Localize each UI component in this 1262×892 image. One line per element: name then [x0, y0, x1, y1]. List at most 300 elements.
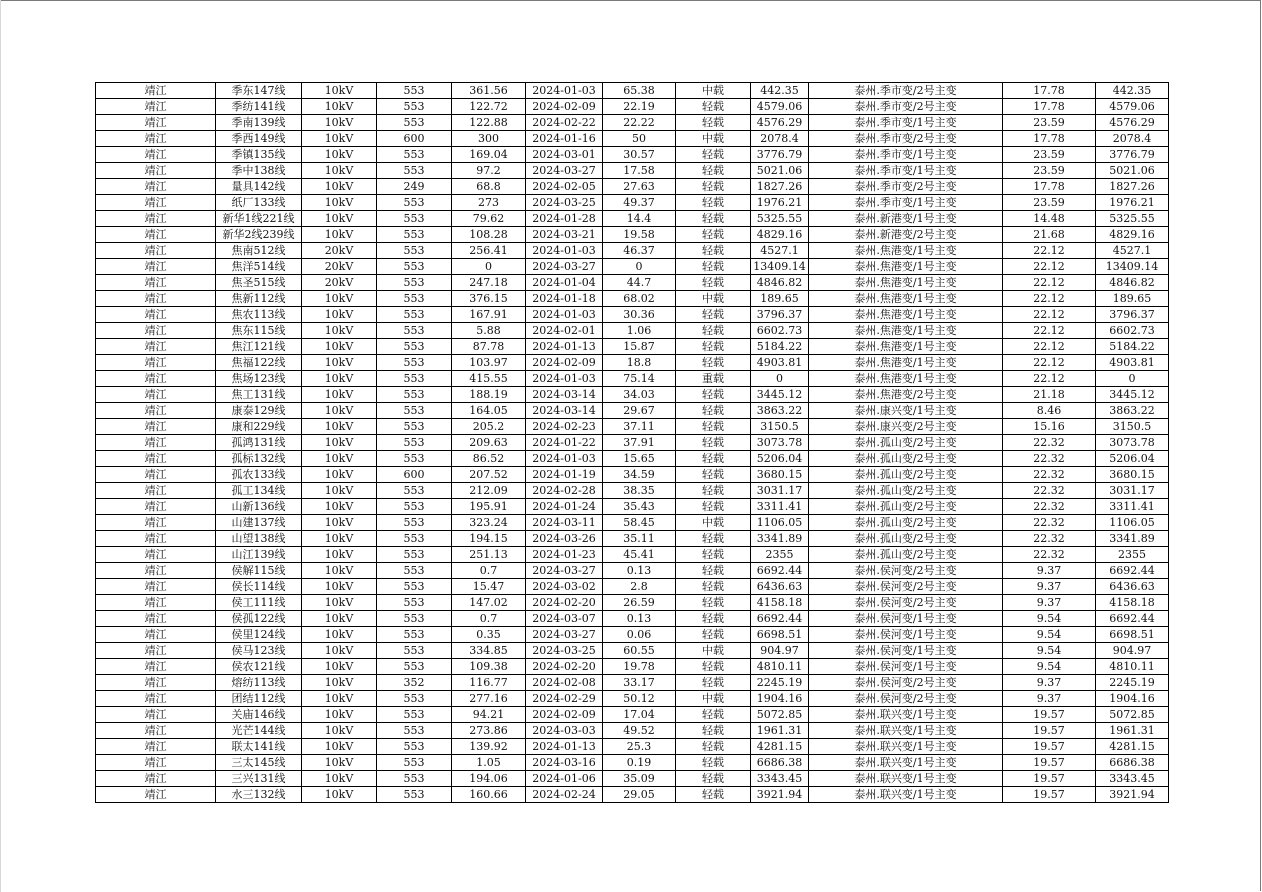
- region-cell[interactable]: 靖江: [96, 227, 216, 243]
- current-cell[interactable]: 273.86: [452, 723, 526, 739]
- capacity-cell[interactable]: 553: [377, 211, 452, 227]
- date-cell[interactable]: 2024-01-13: [526, 739, 603, 755]
- transformer-cell[interactable]: 泰州.康兴变/1号主变: [809, 403, 1003, 419]
- capacity-cell[interactable]: 553: [377, 99, 452, 115]
- available-cell[interactable]: 4810.11: [1096, 659, 1169, 675]
- available-cell[interactable]: 3445.12: [1096, 387, 1169, 403]
- margin-cell[interactable]: 6436.63: [751, 579, 809, 595]
- voltage-cell[interactable]: 10kV: [302, 563, 377, 579]
- region-cell[interactable]: 靖江: [96, 451, 216, 467]
- date-cell[interactable]: 2024-03-14: [526, 387, 603, 403]
- margin-cell[interactable]: 189.65: [751, 291, 809, 307]
- line-name-cell[interactable]: 山江139线: [216, 547, 302, 563]
- date-cell[interactable]: 2024-03-21: [526, 227, 603, 243]
- load-rate-cell[interactable]: 37.11: [603, 419, 676, 435]
- capacity-cell[interactable]: 553: [377, 515, 452, 531]
- date-cell[interactable]: 2024-03-27: [526, 627, 603, 643]
- available-cell[interactable]: 3343.45: [1096, 771, 1169, 787]
- load-status-cell[interactable]: 轻载: [676, 403, 751, 419]
- voltage-cell[interactable]: 10kV: [302, 595, 377, 611]
- transformer-load-cell[interactable]: 22.12: [1003, 355, 1096, 371]
- load-status-cell[interactable]: 轻载: [676, 451, 751, 467]
- available-cell[interactable]: 4829.16: [1096, 227, 1169, 243]
- available-cell[interactable]: 3776.79: [1096, 147, 1169, 163]
- date-cell[interactable]: 2024-03-14: [526, 403, 603, 419]
- transformer-load-cell[interactable]: 19.57: [1003, 755, 1096, 771]
- current-cell[interactable]: 1.05: [452, 755, 526, 771]
- transformer-load-cell[interactable]: 23.59: [1003, 115, 1096, 131]
- load-rate-cell[interactable]: 30.57: [603, 147, 676, 163]
- load-rate-cell[interactable]: 0.19: [603, 755, 676, 771]
- load-status-cell[interactable]: 轻载: [676, 243, 751, 259]
- load-rate-cell[interactable]: 25.3: [603, 739, 676, 755]
- line-name-cell[interactable]: 季西149线: [216, 131, 302, 147]
- voltage-cell[interactable]: 10kV: [302, 419, 377, 435]
- available-cell[interactable]: 13409.14: [1096, 259, 1169, 275]
- line-name-cell[interactable]: 联太141线: [216, 739, 302, 755]
- transformer-load-cell[interactable]: 9.37: [1003, 563, 1096, 579]
- load-status-cell[interactable]: 轻载: [676, 163, 751, 179]
- load-status-cell[interactable]: 轻载: [676, 179, 751, 195]
- available-cell[interactable]: 3796.37: [1096, 307, 1169, 323]
- load-status-cell[interactable]: 轻载: [676, 771, 751, 787]
- capacity-cell[interactable]: 553: [377, 483, 452, 499]
- load-status-cell[interactable]: 轻载: [676, 419, 751, 435]
- transformer-cell[interactable]: 泰州.焦港变/1号主变: [809, 339, 1003, 355]
- load-status-cell[interactable]: 轻载: [676, 563, 751, 579]
- margin-cell[interactable]: 5325.55: [751, 211, 809, 227]
- margin-cell[interactable]: 3341.89: [751, 531, 809, 547]
- transformer-load-cell[interactable]: 9.54: [1003, 659, 1096, 675]
- date-cell[interactable]: 2024-01-18: [526, 291, 603, 307]
- margin-cell[interactable]: 3311.41: [751, 499, 809, 515]
- load-rate-cell[interactable]: 2.8: [603, 579, 676, 595]
- current-cell[interactable]: 188.19: [452, 387, 526, 403]
- load-rate-cell[interactable]: 49.37: [603, 195, 676, 211]
- region-cell[interactable]: 靖江: [96, 131, 216, 147]
- current-cell[interactable]: 256.41: [452, 243, 526, 259]
- line-name-cell[interactable]: 焦工131线: [216, 387, 302, 403]
- line-name-cell[interactable]: 康泰129线: [216, 403, 302, 419]
- current-cell[interactable]: 94.21: [452, 707, 526, 723]
- load-status-cell[interactable]: 中载: [676, 515, 751, 531]
- load-status-cell[interactable]: 轻载: [676, 675, 751, 691]
- date-cell[interactable]: 2024-01-16: [526, 131, 603, 147]
- available-cell[interactable]: 1904.16: [1096, 691, 1169, 707]
- load-rate-cell[interactable]: 45.41: [603, 547, 676, 563]
- current-cell[interactable]: 277.16: [452, 691, 526, 707]
- available-cell[interactable]: 3341.89: [1096, 531, 1169, 547]
- voltage-cell[interactable]: 10kV: [302, 707, 377, 723]
- available-cell[interactable]: 189.65: [1096, 291, 1169, 307]
- load-status-cell[interactable]: 轻载: [676, 579, 751, 595]
- transformer-cell[interactable]: 泰州.孤山变/2号主变: [809, 483, 1003, 499]
- capacity-cell[interactable]: 553: [377, 659, 452, 675]
- line-name-cell[interactable]: 焦南512线: [216, 243, 302, 259]
- current-cell[interactable]: 195.91: [452, 499, 526, 515]
- available-cell[interactable]: 3150.5: [1096, 419, 1169, 435]
- available-cell[interactable]: 0: [1096, 371, 1169, 387]
- voltage-cell[interactable]: 10kV: [302, 387, 377, 403]
- transformer-load-cell[interactable]: 19.57: [1003, 707, 1096, 723]
- date-cell[interactable]: 2024-01-03: [526, 371, 603, 387]
- transformer-load-cell[interactable]: 22.32: [1003, 451, 1096, 467]
- margin-cell[interactable]: 5184.22: [751, 339, 809, 355]
- region-cell[interactable]: 靖江: [96, 499, 216, 515]
- load-status-cell[interactable]: 轻载: [676, 99, 751, 115]
- region-cell[interactable]: 靖江: [96, 595, 216, 611]
- region-cell[interactable]: 靖江: [96, 99, 216, 115]
- load-rate-cell[interactable]: 22.22: [603, 115, 676, 131]
- transformer-cell[interactable]: 泰州.季市变/1号主变: [809, 163, 1003, 179]
- region-cell[interactable]: 靖江: [96, 691, 216, 707]
- capacity-cell[interactable]: 553: [377, 147, 452, 163]
- capacity-cell[interactable]: 553: [377, 563, 452, 579]
- transformer-load-cell[interactable]: 8.46: [1003, 403, 1096, 419]
- current-cell[interactable]: 5.88: [452, 323, 526, 339]
- line-name-cell[interactable]: 山望138线: [216, 531, 302, 547]
- line-name-cell[interactable]: 新华2线239线: [216, 227, 302, 243]
- transformer-cell[interactable]: 泰州.孤山变/2号主变: [809, 435, 1003, 451]
- line-name-cell[interactable]: 焦东115线: [216, 323, 302, 339]
- load-status-cell[interactable]: 轻载: [676, 435, 751, 451]
- margin-cell[interactable]: 6692.44: [751, 563, 809, 579]
- margin-cell[interactable]: 2078.4: [751, 131, 809, 147]
- date-cell[interactable]: 2024-03-25: [526, 195, 603, 211]
- margin-cell[interactable]: 442.35: [751, 83, 809, 99]
- margin-cell[interactable]: 3921.94: [751, 787, 809, 803]
- margin-cell[interactable]: 4579.06: [751, 99, 809, 115]
- line-name-cell[interactable]: 焦农113线: [216, 307, 302, 323]
- capacity-cell[interactable]: 553: [377, 419, 452, 435]
- load-rate-cell[interactable]: 0.06: [603, 627, 676, 643]
- transformer-cell[interactable]: 泰州.侯河变/2号主变: [809, 579, 1003, 595]
- load-rate-cell[interactable]: 26.59: [603, 595, 676, 611]
- load-rate-cell[interactable]: 46.37: [603, 243, 676, 259]
- load-status-cell[interactable]: 轻载: [676, 595, 751, 611]
- transformer-load-cell[interactable]: 19.57: [1003, 739, 1096, 755]
- line-name-cell[interactable]: 焦福122线: [216, 355, 302, 371]
- transformer-load-cell[interactable]: 19.57: [1003, 787, 1096, 803]
- voltage-cell[interactable]: 10kV: [302, 339, 377, 355]
- line-name-cell[interactable]: 侯孤122线: [216, 611, 302, 627]
- voltage-cell[interactable]: 10kV: [302, 131, 377, 147]
- available-cell[interactable]: 4281.15: [1096, 739, 1169, 755]
- line-name-cell[interactable]: 侯里124线: [216, 627, 302, 643]
- date-cell[interactable]: 2024-02-28: [526, 483, 603, 499]
- transformer-load-cell[interactable]: 22.12: [1003, 307, 1096, 323]
- margin-cell[interactable]: 6602.73: [751, 323, 809, 339]
- transformer-cell[interactable]: 泰州.侯河变/1号主变: [809, 643, 1003, 659]
- line-name-cell[interactable]: 水三132线: [216, 787, 302, 803]
- available-cell[interactable]: 4903.81: [1096, 355, 1169, 371]
- load-status-cell[interactable]: 轻载: [676, 307, 751, 323]
- load-rate-cell[interactable]: 44.7: [603, 275, 676, 291]
- date-cell[interactable]: 2024-01-03: [526, 307, 603, 323]
- capacity-cell[interactable]: 249: [377, 179, 452, 195]
- load-status-cell[interactable]: 中载: [676, 643, 751, 659]
- date-cell[interactable]: 2024-02-09: [526, 707, 603, 723]
- current-cell[interactable]: 194.06: [452, 771, 526, 787]
- margin-cell[interactable]: 3445.12: [751, 387, 809, 403]
- line-name-cell[interactable]: 孤工134线: [216, 483, 302, 499]
- current-cell[interactable]: 103.97: [452, 355, 526, 371]
- region-cell[interactable]: 靖江: [96, 163, 216, 179]
- region-cell[interactable]: 靖江: [96, 563, 216, 579]
- voltage-cell[interactable]: 10kV: [302, 611, 377, 627]
- region-cell[interactable]: 靖江: [96, 531, 216, 547]
- load-status-cell[interactable]: 轻载: [676, 659, 751, 675]
- voltage-cell[interactable]: 20kV: [302, 275, 377, 291]
- line-name-cell[interactable]: 季镇135线: [216, 147, 302, 163]
- region-cell[interactable]: 靖江: [96, 611, 216, 627]
- date-cell[interactable]: 2024-01-04: [526, 275, 603, 291]
- margin-cell[interactable]: 2355: [751, 547, 809, 563]
- line-name-cell[interactable]: 焦圣515线: [216, 275, 302, 291]
- current-cell[interactable]: 116.77: [452, 675, 526, 691]
- available-cell[interactable]: 4576.29: [1096, 115, 1169, 131]
- region-cell[interactable]: 靖江: [96, 275, 216, 291]
- voltage-cell[interactable]: 10kV: [302, 787, 377, 803]
- load-status-cell[interactable]: 轻载: [676, 259, 751, 275]
- voltage-cell[interactable]: 10kV: [302, 755, 377, 771]
- transformer-load-cell[interactable]: 21.18: [1003, 387, 1096, 403]
- region-cell[interactable]: 靖江: [96, 355, 216, 371]
- transformer-cell[interactable]: 泰州.联兴变/1号主变: [809, 787, 1003, 803]
- transformer-load-cell[interactable]: 22.32: [1003, 467, 1096, 483]
- capacity-cell[interactable]: 553: [377, 355, 452, 371]
- date-cell[interactable]: 2024-03-27: [526, 259, 603, 275]
- transformer-cell[interactable]: 泰州.季市变/2号主变: [809, 83, 1003, 99]
- current-cell[interactable]: 147.02: [452, 595, 526, 611]
- margin-cell[interactable]: 5206.04: [751, 451, 809, 467]
- date-cell[interactable]: 2024-01-28: [526, 211, 603, 227]
- transformer-load-cell[interactable]: 15.16: [1003, 419, 1096, 435]
- current-cell[interactable]: 87.78: [452, 339, 526, 355]
- transformer-load-cell[interactable]: 17.78: [1003, 179, 1096, 195]
- current-cell[interactable]: 205.2: [452, 419, 526, 435]
- line-name-cell[interactable]: 纸厂133线: [216, 195, 302, 211]
- load-status-cell[interactable]: 轻载: [676, 707, 751, 723]
- voltage-cell[interactable]: 10kV: [302, 291, 377, 307]
- transformer-cell[interactable]: 泰州.联兴变/1号主变: [809, 771, 1003, 787]
- transformer-cell[interactable]: 泰州.焦港变/1号主变: [809, 371, 1003, 387]
- load-status-cell[interactable]: 轻载: [676, 755, 751, 771]
- date-cell[interactable]: 2024-02-01: [526, 323, 603, 339]
- capacity-cell[interactable]: 553: [377, 627, 452, 643]
- available-cell[interactable]: 5184.22: [1096, 339, 1169, 355]
- margin-cell[interactable]: 3150.5: [751, 419, 809, 435]
- load-rate-cell[interactable]: 34.59: [603, 467, 676, 483]
- region-cell[interactable]: 靖江: [96, 467, 216, 483]
- available-cell[interactable]: 6698.51: [1096, 627, 1169, 643]
- margin-cell[interactable]: 3796.37: [751, 307, 809, 323]
- date-cell[interactable]: 2024-02-23: [526, 419, 603, 435]
- region-cell[interactable]: 靖江: [96, 707, 216, 723]
- load-status-cell[interactable]: 轻载: [676, 499, 751, 515]
- transformer-load-cell[interactable]: 22.32: [1003, 547, 1096, 563]
- line-name-cell[interactable]: 孤农133线: [216, 467, 302, 483]
- current-cell[interactable]: 169.04: [452, 147, 526, 163]
- voltage-cell[interactable]: 10kV: [302, 147, 377, 163]
- line-name-cell[interactable]: 侯长114线: [216, 579, 302, 595]
- transformer-load-cell[interactable]: 9.37: [1003, 675, 1096, 691]
- voltage-cell[interactable]: 10kV: [302, 403, 377, 419]
- available-cell[interactable]: 6436.63: [1096, 579, 1169, 595]
- load-rate-cell[interactable]: 49.52: [603, 723, 676, 739]
- region-cell[interactable]: 靖江: [96, 659, 216, 675]
- line-name-cell[interactable]: 熔纺113线: [216, 675, 302, 691]
- transformer-load-cell[interactable]: 9.37: [1003, 691, 1096, 707]
- voltage-cell[interactable]: 10kV: [302, 691, 377, 707]
- load-rate-cell[interactable]: 50: [603, 131, 676, 147]
- transformer-cell[interactable]: 泰州.侯河变/2号主变: [809, 691, 1003, 707]
- load-status-cell[interactable]: 轻载: [676, 547, 751, 563]
- capacity-cell[interactable]: 600: [377, 131, 452, 147]
- transformer-cell[interactable]: 泰州.侯河变/2号主变: [809, 563, 1003, 579]
- margin-cell[interactable]: 1827.26: [751, 179, 809, 195]
- capacity-cell[interactable]: 553: [377, 259, 452, 275]
- margin-cell[interactable]: 1904.16: [751, 691, 809, 707]
- transformer-load-cell[interactable]: 17.78: [1003, 83, 1096, 99]
- current-cell[interactable]: 68.8: [452, 179, 526, 195]
- date-cell[interactable]: 2024-02-22: [526, 115, 603, 131]
- line-name-cell[interactable]: 团结112线: [216, 691, 302, 707]
- date-cell[interactable]: 2024-01-23: [526, 547, 603, 563]
- available-cell[interactable]: 2245.19: [1096, 675, 1169, 691]
- line-name-cell[interactable]: 孤标132线: [216, 451, 302, 467]
- margin-cell[interactable]: 3776.79: [751, 147, 809, 163]
- margin-cell[interactable]: 4158.18: [751, 595, 809, 611]
- capacity-cell[interactable]: 553: [377, 547, 452, 563]
- available-cell[interactable]: 3311.41: [1096, 499, 1169, 515]
- available-cell[interactable]: 2078.4: [1096, 131, 1169, 147]
- load-rate-cell[interactable]: 19.78: [603, 659, 676, 675]
- line-name-cell[interactable]: 康和229线: [216, 419, 302, 435]
- transformer-cell[interactable]: 泰州.焦港变/1号主变: [809, 243, 1003, 259]
- current-cell[interactable]: 164.05: [452, 403, 526, 419]
- region-cell[interactable]: 靖江: [96, 435, 216, 451]
- transformer-load-cell[interactable]: 9.37: [1003, 595, 1096, 611]
- transformer-cell[interactable]: 泰州.侯河变/2号主变: [809, 595, 1003, 611]
- margin-cell[interactable]: 4810.11: [751, 659, 809, 675]
- voltage-cell[interactable]: 10kV: [302, 83, 377, 99]
- transformer-load-cell[interactable]: 22.12: [1003, 323, 1096, 339]
- current-cell[interactable]: 97.2: [452, 163, 526, 179]
- date-cell[interactable]: 2024-02-20: [526, 595, 603, 611]
- transformer-load-cell[interactable]: 23.59: [1003, 195, 1096, 211]
- available-cell[interactable]: 904.97: [1096, 643, 1169, 659]
- region-cell[interactable]: 靖江: [96, 403, 216, 419]
- margin-cell[interactable]: 0: [751, 371, 809, 387]
- available-cell[interactable]: 6686.38: [1096, 755, 1169, 771]
- capacity-cell[interactable]: 553: [377, 195, 452, 211]
- load-rate-cell[interactable]: 27.63: [603, 179, 676, 195]
- region-cell[interactable]: 靖江: [96, 339, 216, 355]
- date-cell[interactable]: 2024-03-16: [526, 755, 603, 771]
- date-cell[interactable]: 2024-01-03: [526, 83, 603, 99]
- margin-cell[interactable]: 4527.1: [751, 243, 809, 259]
- load-rate-cell[interactable]: 35.11: [603, 531, 676, 547]
- voltage-cell[interactable]: 10kV: [302, 659, 377, 675]
- transformer-cell[interactable]: 泰州.焦港变/1号主变: [809, 307, 1003, 323]
- available-cell[interactable]: 1827.26: [1096, 179, 1169, 195]
- load-rate-cell[interactable]: 0.13: [603, 563, 676, 579]
- margin-cell[interactable]: 3031.17: [751, 483, 809, 499]
- line-name-cell[interactable]: 新华1线221线: [216, 211, 302, 227]
- available-cell[interactable]: 3073.78: [1096, 435, 1169, 451]
- transformer-load-cell[interactable]: 9.37: [1003, 579, 1096, 595]
- voltage-cell[interactable]: 10kV: [302, 723, 377, 739]
- date-cell[interactable]: 2024-01-03: [526, 451, 603, 467]
- transformer-cell[interactable]: 泰州.新港变/1号主变: [809, 211, 1003, 227]
- transformer-cell[interactable]: 泰州.焦港变/1号主变: [809, 275, 1003, 291]
- current-cell[interactable]: 139.92: [452, 739, 526, 755]
- available-cell[interactable]: 5325.55: [1096, 211, 1169, 227]
- current-cell[interactable]: 361.56: [452, 83, 526, 99]
- current-cell[interactable]: 323.24: [452, 515, 526, 531]
- transformer-load-cell[interactable]: 17.78: [1003, 99, 1096, 115]
- capacity-cell[interactable]: 553: [377, 611, 452, 627]
- line-name-cell[interactable]: 量具142线: [216, 179, 302, 195]
- capacity-cell[interactable]: 553: [377, 339, 452, 355]
- load-rate-cell[interactable]: 22.19: [603, 99, 676, 115]
- transformer-cell[interactable]: 泰州.孤山变/2号主变: [809, 451, 1003, 467]
- load-rate-cell[interactable]: 35.43: [603, 499, 676, 515]
- transformer-cell[interactable]: 泰州.联兴变/1号主变: [809, 755, 1003, 771]
- load-status-cell[interactable]: 轻载: [676, 739, 751, 755]
- load-rate-cell[interactable]: 14.4: [603, 211, 676, 227]
- load-rate-cell[interactable]: 0.13: [603, 611, 676, 627]
- load-rate-cell[interactable]: 30.36: [603, 307, 676, 323]
- transformer-cell[interactable]: 泰州.侯河变/1号主变: [809, 627, 1003, 643]
- available-cell[interactable]: 1976.21: [1096, 195, 1169, 211]
- capacity-cell[interactable]: 553: [377, 579, 452, 595]
- voltage-cell[interactable]: 10kV: [302, 227, 377, 243]
- date-cell[interactable]: 2024-03-26: [526, 531, 603, 547]
- load-rate-cell[interactable]: 1.06: [603, 323, 676, 339]
- available-cell[interactable]: 5206.04: [1096, 451, 1169, 467]
- capacity-cell[interactable]: 553: [377, 643, 452, 659]
- line-name-cell[interactable]: 山建137线: [216, 515, 302, 531]
- voltage-cell[interactable]: 10kV: [302, 307, 377, 323]
- transformer-load-cell[interactable]: 22.12: [1003, 371, 1096, 387]
- margin-cell[interactable]: 3863.22: [751, 403, 809, 419]
- region-cell[interactable]: 靖江: [96, 419, 216, 435]
- margin-cell[interactable]: 4576.29: [751, 115, 809, 131]
- capacity-cell[interactable]: 553: [377, 707, 452, 723]
- transformer-load-cell[interactable]: 14.48: [1003, 211, 1096, 227]
- margin-cell[interactable]: 904.97: [751, 643, 809, 659]
- voltage-cell[interactable]: 10kV: [302, 195, 377, 211]
- load-rate-cell[interactable]: 33.17: [603, 675, 676, 691]
- region-cell[interactable]: 靖江: [96, 515, 216, 531]
- current-cell[interactable]: 167.91: [452, 307, 526, 323]
- region-cell[interactable]: 靖江: [96, 371, 216, 387]
- voltage-cell[interactable]: 10kV: [302, 643, 377, 659]
- line-name-cell[interactable]: 三太145线: [216, 755, 302, 771]
- load-status-cell[interactable]: 中载: [676, 83, 751, 99]
- load-status-cell[interactable]: 轻载: [676, 483, 751, 499]
- voltage-cell[interactable]: 20kV: [302, 259, 377, 275]
- capacity-cell[interactable]: 553: [377, 755, 452, 771]
- region-cell[interactable]: 靖江: [96, 739, 216, 755]
- voltage-cell[interactable]: 20kV: [302, 243, 377, 259]
- available-cell[interactable]: 2355: [1096, 547, 1169, 563]
- available-cell[interactable]: 4579.06: [1096, 99, 1169, 115]
- available-cell[interactable]: 1106.05: [1096, 515, 1169, 531]
- transformer-load-cell[interactable]: 9.54: [1003, 611, 1096, 627]
